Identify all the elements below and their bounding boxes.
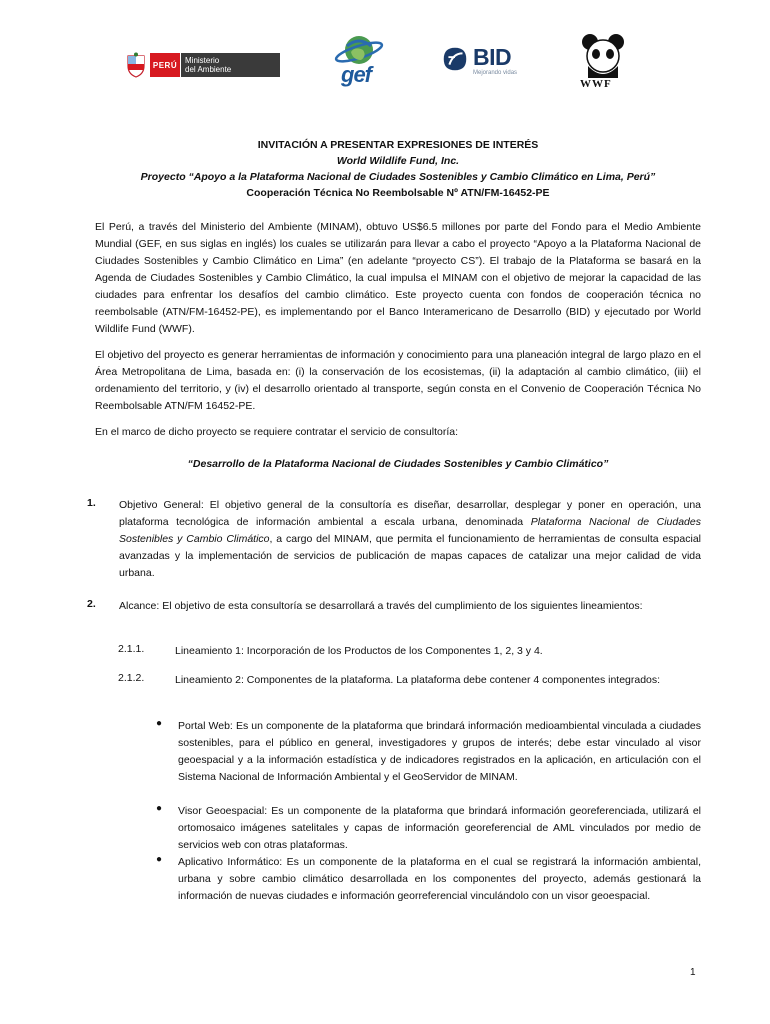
section-general-objective xyxy=(119,497,701,582)
subsection-lineamiento-2: Lineamiento 2: Componentes de la plataforma. La plataforma debe contener 4 componentes integrados: xyxy=(175,674,661,686)
ministry-line1: Ministerio xyxy=(185,56,220,65)
bullet-aplicativo: Aplicativo Informático: Es un componente de la plataforma en el cual se registrará la información ambiental, urbana y sobre cambio climático desarrollada en los componentes del proyecto, además gestionará la información de nuevas ciudades e información georreferencial vinculándolo con un visor geoespacial. xyxy=(178,856,701,902)
peru-crest-icon xyxy=(125,52,147,78)
subsection-number: 2.1.1. xyxy=(118,643,145,655)
ministry-line2: del Ambiente xyxy=(185,65,232,74)
cooperation-code: Cooperación Técnica No Reembolsable Nº ATN/FM-16452-PE xyxy=(246,187,550,199)
bid-logo xyxy=(440,42,540,80)
bullet-portal-web: Portal Web: Es un componente de la plataforma que brindará información medioambiental vinculada a ciudades sostenibles, para el público en general, investigadores y grupos de interés; debe estar vinculado al visor geoespacial y a la información estadística y de indicadores registrados en la aplicación, en articulación con el Sistema Nacional de Información Ambiental y el GeoServidor de MINAM. xyxy=(178,720,701,783)
bullet-icon: ● xyxy=(156,718,163,729)
paragraph-intro: El Perú, a través del Ministerio del Ambiente (MINAM), obtuvo US$6.5 millones por parte del Fondo para el Medio Ambiente Mundial (GEF, en sus siglas en inglés) los cuales se utilizarán para llevar a cabo el proyecto “Apoyo a la Plataforma Nacional de Ciudades Sostenibles y Cambio Climático en Lima” (en adelante “proyecto CS”). El trabajo de la Plataforma se basará en la Agenda de Ciudades Sostenibles y Cambio Climático, la cual impulsa el MINAM con el objetivo de mejorar la capacidad de las ciudades para enfrentar los desafíos del cambio climático. Este proyecto cuenta con fondos de cooperación técnica no reembolsable (ATN/FM-16452-PE), es implementando por el Banco Interamericano de Desarrollo (BID) y ejecutado por World Wildlife Fund (WWF). xyxy=(95,221,701,335)
paragraph-framework: En el marco de dicho proyecto se requiere contratar el servicio de consultoría: xyxy=(95,426,459,438)
paragraph-objective: El objetivo del proyecto es generar herramientas de información y conocimiento para una planeación integral de largo plazo en el Área Metropolitana de Lima, basada en: (i) la conservación de los ecosistemas, (ii) la adaptación al cambio climático, (iii) el ordenamiento del territorio, y (iv) el desarrollo orientado al transporte, según consta en el Convenio de Cooperación Técnica No Reembolsable ATN/FM 16452-PE. xyxy=(95,349,701,412)
peru-flag-label: PERÚ xyxy=(150,53,180,77)
wwf-wordmark: WWF xyxy=(580,78,612,90)
organization-name: World Wildlife Fund, Inc. xyxy=(336,155,460,167)
bullet-icon: ● xyxy=(156,854,163,865)
bullet-visor-geoespacial: Visor Geoespacial: Es un componente de la plataforma que brindará información georeferenciada, utilizará el ortomosaico imágenes satelitales y capas de información georeferencial de AML vinculados por medio de servicios web con otras plataformas. xyxy=(178,805,701,851)
objective-text-a: Objetivo General: El objetivo general de la consultoría es diseñar, desarrollar, desplegar y poner en operación, una plataforma tecnológica de información ambiental a escala urbana, denominada xyxy=(119,499,701,528)
platform-name-emphasis: Plataforma Nacional de Ciudades Sostenibles y Cambio Climático xyxy=(119,516,701,545)
ministry-label xyxy=(181,53,280,77)
bullet-icon: ● xyxy=(156,803,163,814)
gef-logo xyxy=(333,32,385,88)
bid-leaf-icon xyxy=(440,44,470,74)
section-scope: Alcance: El objetivo de esta consultoría se desarrollará a través del cumplimiento de los siguientes lineamientos: xyxy=(119,600,643,612)
peru-minam-logo xyxy=(125,52,280,80)
subsection-lineamiento-1: Lineamiento 1: Incorporación de los Productos de los Componentes 1, 2, 3 y 4. xyxy=(175,645,543,657)
bid-tagline: Mejorando vidas xyxy=(473,70,518,76)
bid-wordmark: BID xyxy=(473,44,512,70)
subsection-number: 2.1.2. xyxy=(118,672,145,684)
panda-icon xyxy=(578,32,628,78)
wwf-logo xyxy=(578,32,628,92)
document-header xyxy=(95,137,701,201)
logo-bar xyxy=(0,30,770,100)
page-number: 1 xyxy=(690,967,696,978)
section-number: 2. xyxy=(87,598,96,610)
objective-text-b: , a cargo del MINAM, que permita el funcionamiento de herramientas de consulta espacial avanzadas y la implementación de servicios de publicación de mapas capaces de catalizar una mejor calidad de vida urbana. xyxy=(119,533,701,579)
gef-wordmark: gef xyxy=(341,62,371,87)
invitation-title: INVITACIÓN A PRESENTAR EXPRESIONES DE INTERÉS xyxy=(257,139,539,151)
section-number: 1. xyxy=(87,497,96,509)
consultancy-title: “Desarrollo de la Plataforma Nacional de Ciudades Sostenibles y Cambio Climático” xyxy=(187,458,609,470)
project-name: Proyecto “Apoyo a la Plataforma Nacional de Ciudades Sostenibles y Cambio Climático en Lima, Perú” xyxy=(140,171,656,183)
